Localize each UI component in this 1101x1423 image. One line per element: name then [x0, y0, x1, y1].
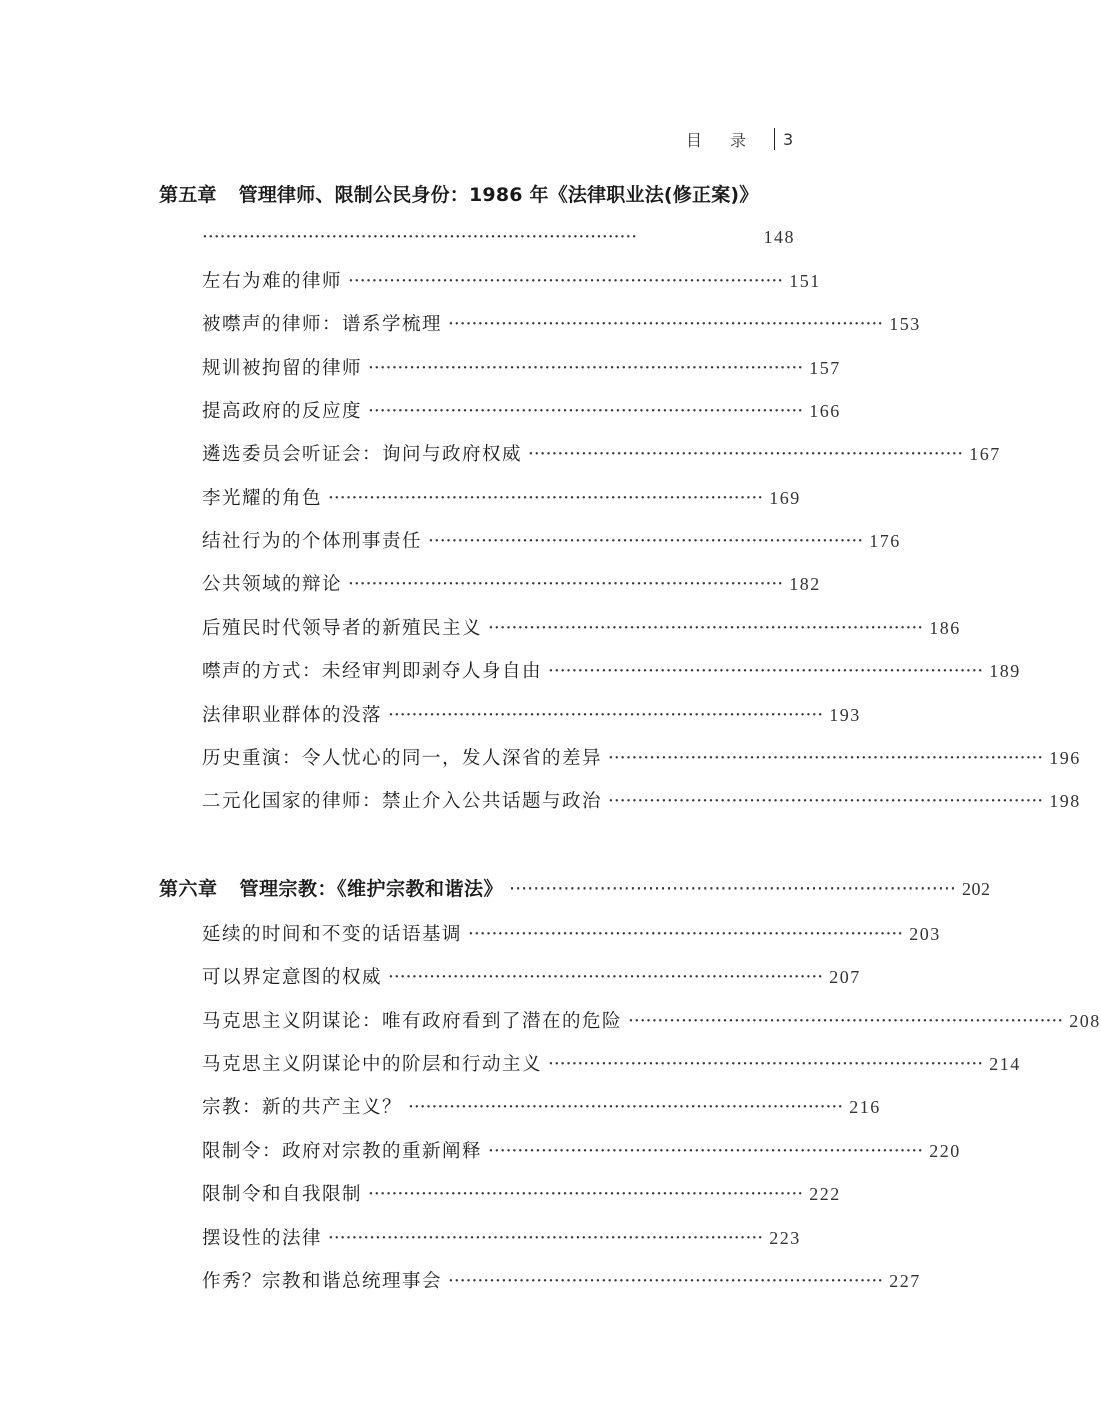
dot-leader: ··········································································: [388, 705, 824, 726]
dot-leader: ··········································································: [488, 1141, 924, 1162]
toc-entry-title: 可以界定意图的权威: [202, 967, 383, 988]
toc-entry-title: 二元化国家的律师：禁止介入公共话题与政治: [202, 791, 603, 812]
toc-entry-page: 196: [1049, 748, 1081, 768]
dot-leader: ··········································································: [448, 1271, 884, 1292]
toc-entry-title: 提高政府的反应度: [202, 401, 363, 422]
dot-leader: ··········································································: [408, 1097, 844, 1118]
chapter-6-heading[interactable]: [159, 874, 991, 904]
chapter-6-page: 202: [961, 879, 991, 899]
toc-entry-page: 203: [909, 924, 941, 944]
dot-leader: ··········································································: [448, 314, 884, 335]
dot-leader: ··········································································: [388, 967, 824, 988]
chapter-6-number: 第六章: [159, 878, 218, 900]
dot-leader: ··········································································: [608, 791, 1044, 812]
toc-entry-title: 作秀？宗教和谐总统理事会: [202, 1271, 443, 1292]
toc-entry[interactable]: [202, 786, 1081, 816]
toc-entry-page: 186: [929, 618, 961, 638]
dot-leader: ··········································································: [348, 574, 784, 595]
chapter-6-title: 管理宗教：《维护宗教和谐法》: [239, 878, 504, 900]
toc-entry-title: 公共领域的辩论: [202, 574, 343, 595]
toc-entry-page: 223: [769, 1228, 801, 1248]
toc-entry-title: 宗教：新的共产主义？: [202, 1097, 403, 1118]
toc-entry-title: 法律职业群体的没落: [202, 705, 383, 726]
dot-leader: ··········································································: [608, 748, 1044, 769]
toc-entry-title: 延续的时间和不变的话语基调: [202, 924, 463, 945]
toc-entry-title: 后殖民时代领导者的新殖民主义: [202, 618, 483, 639]
toc-entry[interactable]: [202, 1266, 921, 1296]
toc-entry[interactable]: [202, 1179, 841, 1209]
running-header-title: 目录: [686, 130, 775, 150]
chapter-5-title: 管理律师、限制公民身份：1986 年《法律职业法(修正案)》: [238, 184, 759, 206]
toc-entry-page: 227: [889, 1271, 921, 1291]
toc-entry[interactable]: [202, 613, 961, 643]
toc-entry-page: 182: [789, 574, 821, 594]
toc-entry-title: 规训被拘留的律师: [202, 358, 363, 379]
chapter-5-page: 148: [763, 227, 795, 247]
toc-entry-page: 151: [789, 271, 821, 291]
running-header-page-number: 3: [783, 129, 794, 149]
toc-entry-title: 左右为难的律师: [202, 271, 343, 292]
toc-entry[interactable]: [202, 743, 1081, 773]
dot-leader: ··········································································: [348, 271, 784, 292]
toc-entry-title: 限制令和自我限制: [202, 1184, 363, 1205]
dot-leader: ··········································································: [328, 1228, 764, 1249]
chapter-5-heading[interactable]: [159, 180, 799, 207]
toc-entry-page: 166: [809, 401, 841, 421]
running-header: [686, 126, 793, 152]
toc-entry-page: 220: [929, 1141, 961, 1161]
toc-entry[interactable]: [202, 919, 941, 949]
toc-entry[interactable]: [202, 266, 821, 296]
toc-entry-title: 马克思主义阴谋论中的阶层和行动主义: [202, 1054, 543, 1075]
dot-leader: ··········································································: [368, 401, 804, 422]
toc-entry[interactable]: [202, 700, 861, 730]
chapter-6-title-block: [159, 874, 503, 904]
header-divider: [774, 128, 775, 150]
toc-entry-title: 噤声的方式：未经审判即剥夺人身自由: [202, 661, 543, 682]
toc-entry-page: 222: [809, 1184, 841, 1204]
chapter-5-page-line[interactable]: [202, 222, 795, 252]
dot-leader: ··········································································: [509, 878, 956, 900]
toc-entry-title: 结社行为的个体刑事责任: [202, 531, 423, 552]
toc-entry[interactable]: [202, 569, 821, 599]
toc-entry-title: 李光耀的角色: [202, 488, 323, 509]
toc-entry[interactable]: [202, 309, 921, 339]
toc-entry[interactable]: [202, 962, 861, 992]
toc-entry-page: 157: [809, 358, 841, 378]
dot-leader: ··········································································: [428, 531, 864, 552]
toc-entry-page: 216: [849, 1097, 881, 1117]
toc-entry-page: 207: [829, 967, 861, 987]
toc-entry-title: 被噤声的律师：谱系学梳理: [202, 314, 443, 335]
toc-entry[interactable]: [202, 526, 901, 556]
dot-leader: ··········································································: [528, 444, 964, 465]
dot-leader: ··········································································: [328, 488, 764, 509]
toc-entry-title: 遴选委员会听证会：询问与政府权威: [202, 444, 523, 465]
toc-entry-title: 历史重演：令人忧心的同一，发人深省的差异: [202, 748, 603, 769]
toc-entry-page: 193: [829, 705, 861, 725]
toc-entry-title: 马克思主义阴谋论：唯有政府看到了潜在的危险: [202, 1011, 623, 1032]
toc-entry-page: 189: [989, 661, 1021, 681]
toc-entry-page: 214: [989, 1054, 1021, 1074]
dot-leader: ··········································································: [628, 1011, 1064, 1032]
dot-leader: ··········································································: [202, 227, 638, 248]
dot-leader: ··········································································: [548, 661, 984, 682]
toc-entry[interactable]: [202, 1049, 1021, 1079]
toc-entry[interactable]: [202, 483, 801, 513]
toc-entry-page: 198: [1049, 791, 1081, 811]
toc-entry[interactable]: [202, 353, 841, 383]
dot-leader: ··········································································: [488, 618, 924, 639]
dot-leader: ··········································································: [368, 1184, 804, 1205]
chapter-5-number: 第五章: [159, 184, 217, 206]
toc-entry[interactable]: [202, 396, 841, 426]
dot-leader: ··········································································: [468, 924, 904, 945]
toc-entry[interactable]: [202, 656, 1021, 686]
dot-leader: ··········································································: [548, 1054, 984, 1075]
toc-entry-title: 限制令：政府对宗教的重新阐释: [202, 1141, 483, 1162]
toc-entry[interactable]: [202, 1223, 801, 1253]
toc-entry-title: 摆设性的法律: [202, 1228, 323, 1249]
dot-leader: ··········································································: [368, 358, 804, 379]
toc-entry-page: 169: [769, 488, 801, 508]
toc-entry-page: 153: [889, 314, 921, 334]
toc-entry[interactable]: [202, 1092, 881, 1122]
toc-entry-page: 176: [869, 531, 901, 551]
toc-entry-page: 208: [1069, 1011, 1101, 1031]
toc-entry[interactable]: [202, 1136, 961, 1166]
toc-entry-page: 167: [969, 444, 1001, 464]
toc-entry[interactable]: [202, 1006, 1101, 1036]
toc-entry[interactable]: [202, 439, 1001, 469]
